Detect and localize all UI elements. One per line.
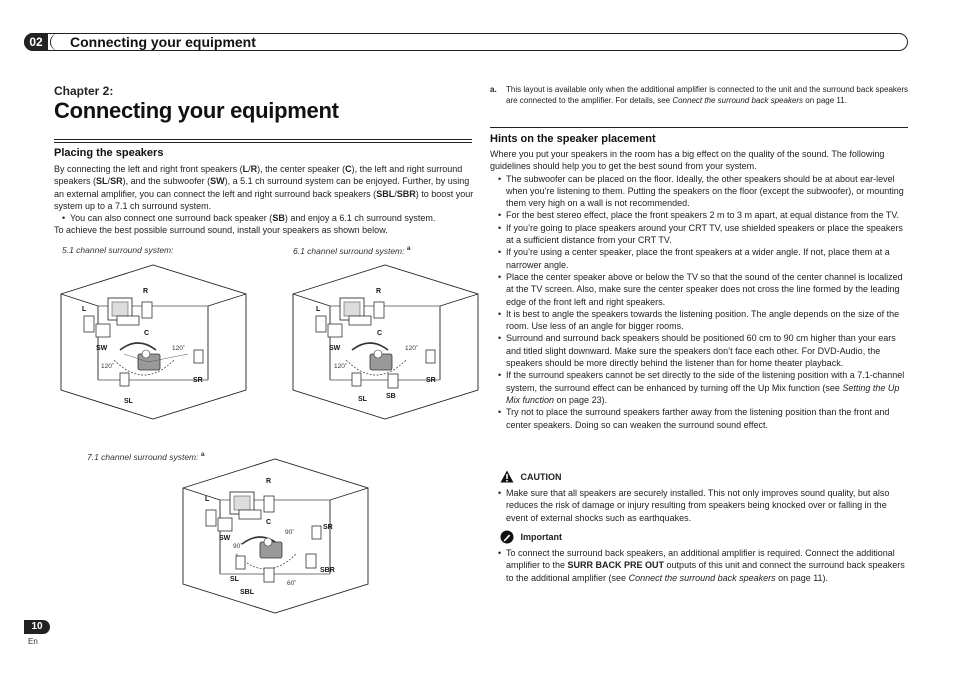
- diagram-5-1-room: [58, 262, 248, 420]
- caption-6-1: 6.1 channel surround system: $^a$: [293, 245, 411, 256]
- header-divider: [50, 33, 64, 51]
- important-body: [490, 547, 910, 584]
- label-L-6-1: L: [316, 306, 321, 313]
- label-C-5-1: C: [144, 330, 150, 337]
- placing-bullet: • You can also connect one surround back speaker (SB) and enjoy a 6.1 ch surround system.: [54, 212, 474, 224]
- footnote-marker: a.: [490, 85, 497, 94]
- placing-intro: By connecting the left and right front speakers (L/R), the center speaker (C), the left and right surround speakers (SL/SR), and the subwoofer (SW), a 5.1 ch surround system can be enjoyed. Further, by using an external amplifier, you can connect the left and right surround back speakers (SBL/SBR) to boost your system up to a 7.1 ch surround system.: [54, 164, 474, 211]
- chapter-label: Chapter 2:: [54, 84, 114, 98]
- caution-block: [500, 468, 561, 486]
- page-number: 10: [24, 620, 50, 634]
- label-L-7-1: L: [205, 496, 210, 503]
- hints-list: [490, 173, 910, 431]
- label-SL-7-1: SL: [230, 576, 239, 583]
- angle-5-1-left: 120˚: [101, 363, 115, 370]
- hint-list-item: • If you’re using a center speaker, place the front speakers at a wider angle. If not, place them at a narrower angle.: [490, 246, 910, 271]
- label-R-7-1: R: [266, 478, 272, 485]
- angle-6-1-left: 120˚: [334, 363, 348, 370]
- angle-5-1-right: 120˚: [172, 345, 186, 352]
- diagram-6-1-room: [290, 262, 480, 420]
- hint-list-item: • Try not to place the surround speakers farther away from the listening position than the front and center speakers. Doing so can weaken the surround sound effect.: [490, 406, 910, 431]
- footnote: [490, 84, 910, 106]
- page-title: Connecting your equipment: [54, 98, 339, 123]
- label-R-5-1: R: [143, 288, 149, 295]
- important-label: Important: [520, 531, 562, 542]
- hints-heading: Hints on the speaker placement: [490, 133, 656, 145]
- hint-list-item: • Place the center speaker above or below the TV so that the sound of the center channel is localized at the TV screen. Also, make sure the center speaker does not cross the line formed by the leading edge of the front left and right speakers.: [490, 271, 910, 308]
- hints-intro: Where you put your speakers in the room has a big effect on the quality of the sound. The following guidelines should help you to get the best sound from your system.: [490, 149, 885, 172]
- footnote-rule: [490, 127, 908, 128]
- label-SBL-7-1: SBL: [240, 589, 254, 596]
- label-SL-5-1: SL: [124, 398, 133, 405]
- important-block: [500, 528, 562, 546]
- chapter-number-badge: 02: [24, 33, 48, 51]
- hints-body: [490, 148, 910, 431]
- label-R-6-1: R: [376, 288, 382, 295]
- label-SB-6-1: SB: [386, 393, 396, 400]
- placing-heading: Placing the speakers: [54, 147, 164, 159]
- angle-7-1-90-right: 90˚: [285, 529, 295, 536]
- hint-list-item: • If the surround speakers cannot be set directly to the side of the listening position with a 7.1-channel system, the surround effect can be enhanced by turning off the Up Mix function (see Setting the Up Mix function on page 23).: [490, 369, 910, 406]
- label-SL-6-1: SL: [358, 396, 367, 403]
- diagram-7-1-room: [180, 456, 370, 614]
- hint-list-item: • For the best stereo effect, place the front speakers 2 m to 3 m apart, at equal distance from the TV.: [490, 209, 910, 221]
- header-title: Connecting your equipment: [70, 34, 256, 50]
- hint-list-item: • The subwoofer can be placed on the floor. Ideally, the other speakers should be at about ear-level when you’re listening to them. Putting the speakers on the floor (except the subwoofer), or mounting them very high on a wall is not recommended.: [490, 173, 910, 210]
- label-SR-5-1: SR: [193, 377, 203, 384]
- angle-6-1-right: 120˚: [405, 345, 419, 352]
- label-SR-7-1: SR: [323, 524, 333, 531]
- placing-outro: To achieve the best possible surround sound, install your speakers as shown below.: [54, 225, 388, 236]
- label-L-5-1: L: [82, 306, 87, 313]
- footnote-text: This layout is available only when the additional amplifier is connected to the unit and the surround back speakers are connected to the amplifier. For details, see Connect the surround back speakers on page 11.: [506, 85, 909, 106]
- warning-triangle-icon: [500, 470, 514, 483]
- hint-list-item: • If you’re going to place speakers around your CRT TV, use shielded speakers or place the speakers at a sufficient distance from your CRT TV.: [490, 222, 910, 247]
- label-C-7-1: C: [266, 519, 272, 526]
- label-SW-6-1: SW: [329, 345, 341, 352]
- hint-list-item: • Surround and surround back speakers should be positioned 60 cm to 90 cm higher than your ears and titled slight downward. Make sure the speakers don’t face each other. For DVD-Audio, the speakers should be more directly behind the listener than for home theater playback.: [490, 332, 910, 369]
- label-SW-7-1: SW: [219, 535, 231, 542]
- placing-body: [54, 163, 474, 237]
- caption-7-1: 7.1 channel surround system: $^a$: [87, 451, 205, 462]
- caption-5-1: 5.1 channel surround system:: [62, 245, 174, 255]
- label-SR-6-1: SR: [426, 377, 436, 384]
- important-list: [490, 547, 910, 584]
- label-C-6-1: C: [377, 330, 383, 337]
- caution-body: [490, 487, 910, 524]
- label-SW-5-1: SW: [96, 345, 108, 352]
- important-pen-icon: [500, 530, 514, 544]
- label-SBR-7-1: SBR: [320, 567, 335, 574]
- angle-7-1-60: 60˚: [287, 580, 297, 587]
- angle-7-1-90-left: 90˚: [233, 543, 243, 550]
- caution-list: [490, 487, 910, 524]
- hint-list-item: • It is best to angle the speakers towards the listening position. The angle depends on the size of the room. Use less of an angle for bigger rooms.: [490, 308, 910, 333]
- title-rule: [54, 139, 472, 143]
- page-language: En: [28, 637, 38, 646]
- caution-label: CAUTION: [520, 471, 562, 482]
- caution-list-item: • Make sure that all speakers are securely installed. This not only improves sound quality, but also reduces the risk of damage or injury resulting from speakers being knocked over or falling in the event of external shocks such as earthquakes.: [490, 487, 910, 524]
- important-list-item: • To connect the surround back speakers, an additional amplifier is required. Connect the additional amplifier to the SURR BACK PRE OUT outputs of this unit and connect the surround back speakers to the additional amplifier (see Connect the surround back speakers on page 11).: [490, 547, 910, 584]
